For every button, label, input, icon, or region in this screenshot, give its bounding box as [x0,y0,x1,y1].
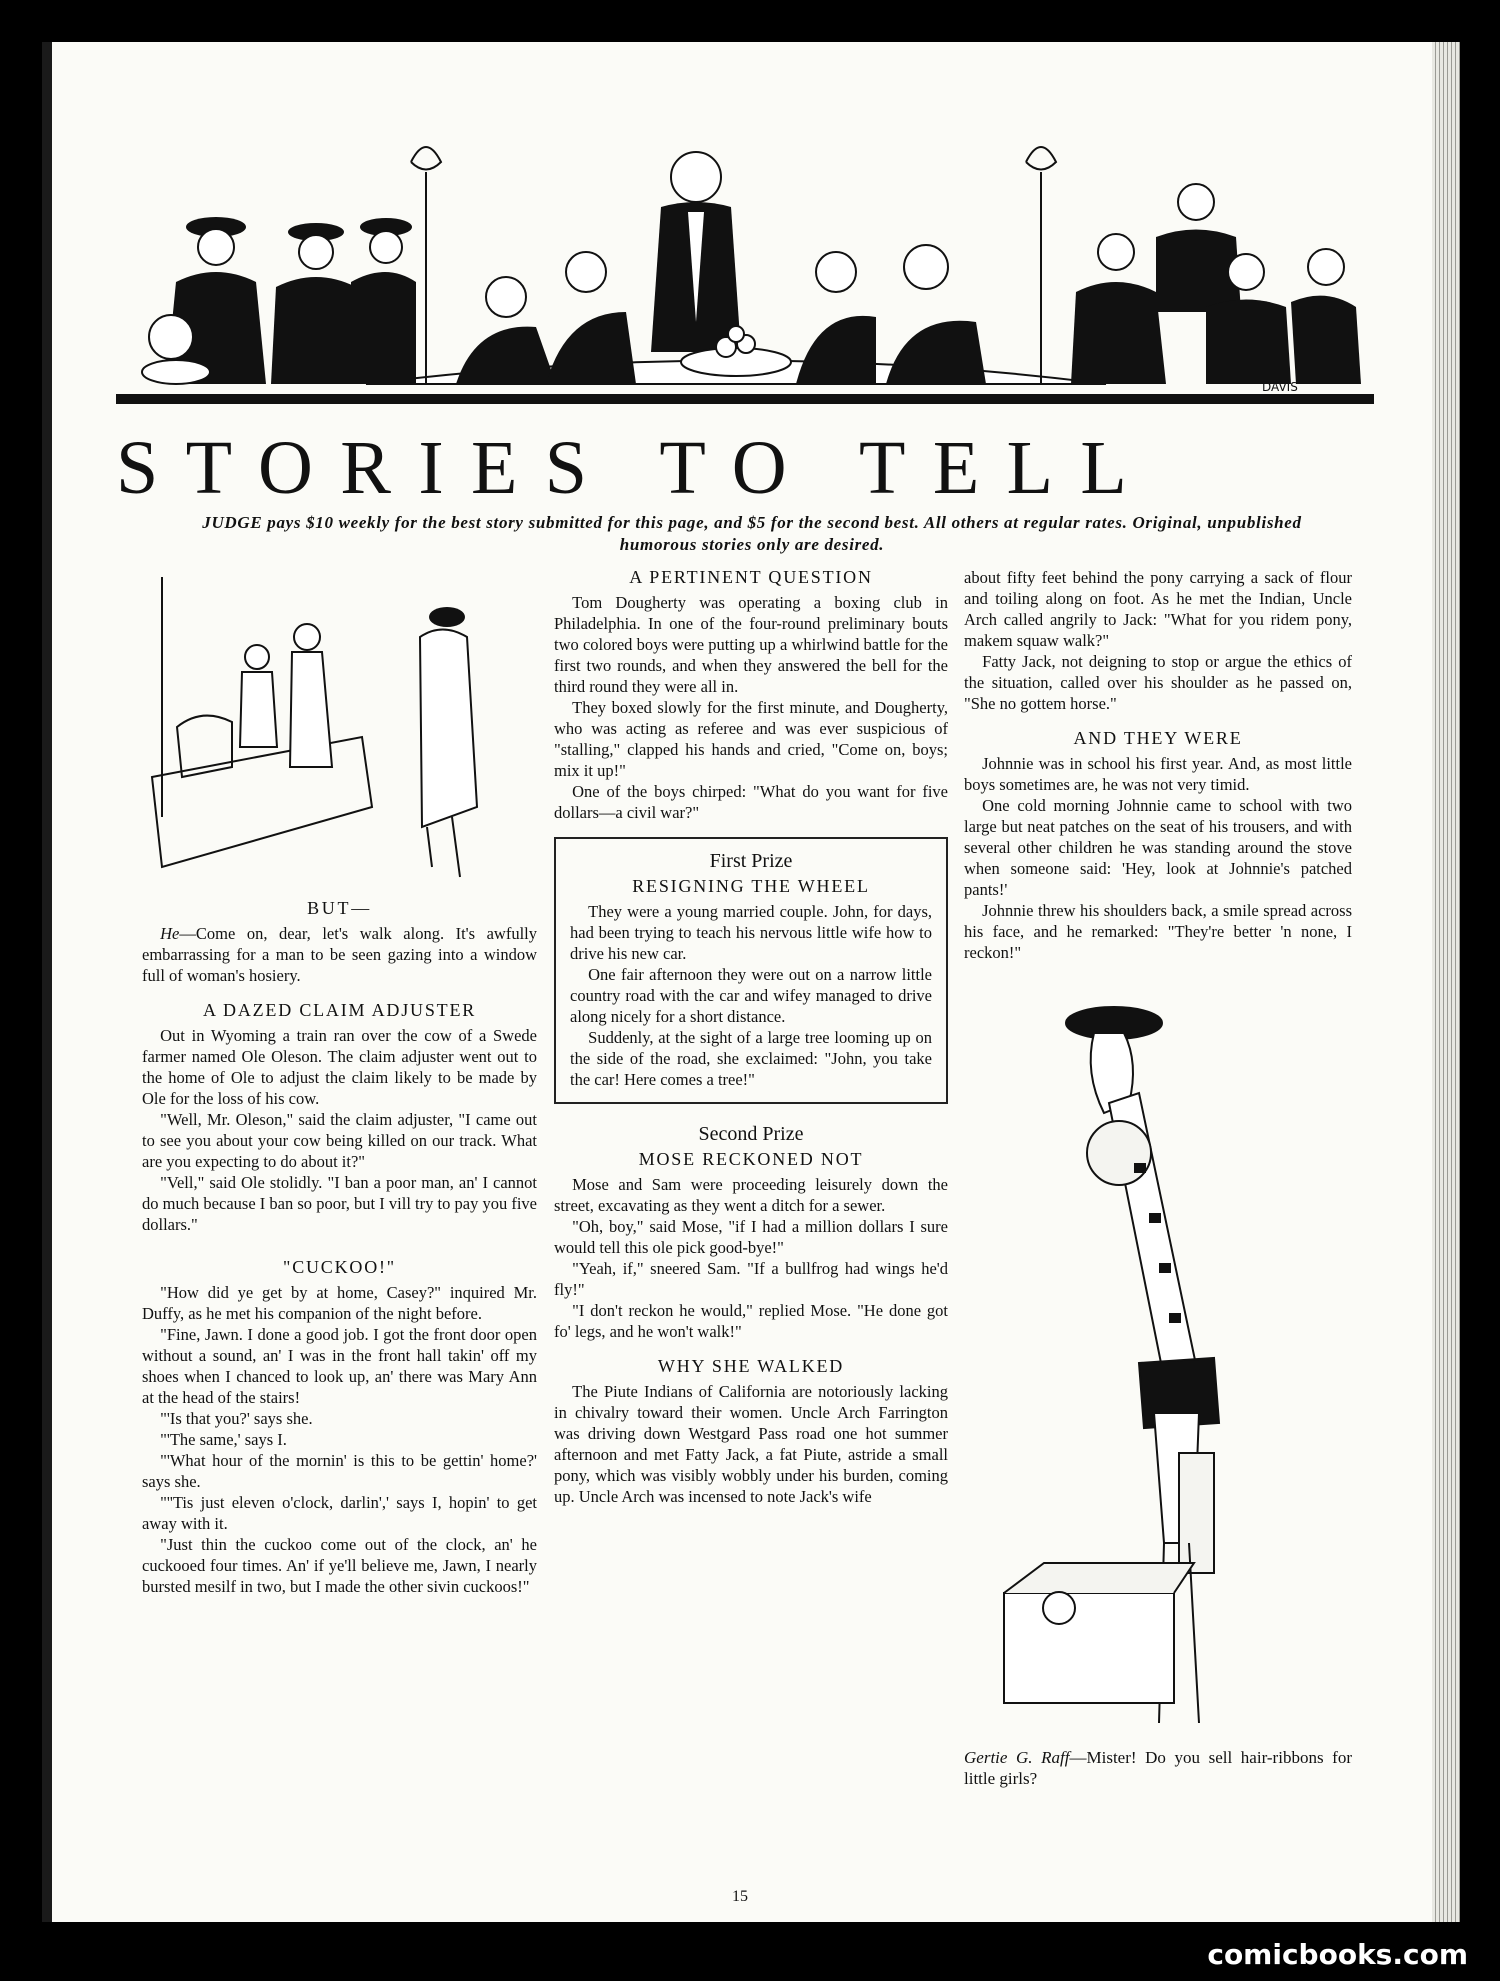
first-prize-paragraph: One fair afternoon they were out on a narrow little country road with the car and wifey managed to drive along nicely for a short distance. [570,965,932,1026]
giraffe-caption: —Mister! Do you sell hair-ribbons for little girls? [964,1748,1352,1788]
walked-continued: about fifty feet behind the pony carrying a sack of flour and toiling along on foot. As he met the Indian, Uncle Arch called angrily to Jack: "What for you ridem pony, makem squaw walk?" [964,568,1352,650]
second-prize-heading: MOSE RECKONED NOT [638,1149,864,1169]
page-number: 15 [732,1888,748,1905]
but-speaker: He [160,924,180,943]
walked-paragraph: Fatty Jack, not deigning to stop or argue the ethics of the situation, called over his shoulder as he passed on, "She no gottem horse." [964,652,1352,713]
column-1 [142,567,537,1597]
giraffe-speaker: Gertie G. Raff [964,1748,1070,1767]
were-paragraph: One cold morning Johnnie came to school with two large but neat patches on the seat of his trousers, and with several other children he was standing around the stove when someone said: 'Hey, look at Johnnie's patched pants!' [964,796,1352,899]
first-prize-paragraph: Suddenly, at the sight of a large tree looming up on the side of the road, she exclaimed: "John, you take the car! Here comes a tree!" [570,1028,932,1089]
hosiery-window-illustration [142,567,537,892]
were-paragraph: Johnnie was in school his first year. And, as most little boys sometimes are, he was not very timid. [964,754,1352,794]
dazed-paragraph: Out in Wyoming a train ran over the cow of a Swede farmer named Ole Oleson. The claim adjuster went out to the home of Ole to adjust the claim likely to be made by Ole for the loss of his cow. [142,1026,537,1108]
walked-heading: WHY SHE WALKED [657,1356,845,1376]
dazed-paragraph: "Vell," said Ole stolidly. "I ban a poor man, an' I cannot do much because I ban so poor, but I vill try to pay you five dollars." [142,1173,537,1234]
second-prize-paragraph: "Oh, boy," said Mose, "if I had a million dollars I sure would tell this ole pick good-bye!" [554,1217,948,1257]
walked-paragraph: The Piute Indians of California are notoriously lacking in chivalry toward their women. Uncle Arch Farrington was driving down Westgard Pass road one hot summer afternoon and met Fatty Jack, a fat Piute, astride a small pony, which was visibly wobbly under his burden, coming up. Uncle Arch was incensed to note Jack's wife [554,1382,948,1506]
second-prize-paragraph: "Yeah, if," sneered Sam. "If a bullfrog had wings he'd fly!" [554,1259,948,1299]
magazine-page [42,42,1460,1922]
cuckoo-paragraph: "Just thin the cuckoo come out of the clock, an' he cuckooed four times. An' if ye'll believe me, Jawn, I nearly bursted mesilf in two, but I made the other sivin cuckoos!" [142,1535,537,1596]
were-paragraph: Johnnie threw his shoulders back, a smile spread across his face, and he remarked: "They're better 'n none, I reckon!" [964,901,1352,962]
cuckoo-paragraph: "'What hour of the mornin' is this to be gettin' home?' says she. [142,1451,537,1491]
but-heading: BUT— [307,898,372,918]
second-prize-paragraph: Mose and Sam were proceeding leisurely down the street, excavating as they went a ditch for a sewer. [554,1175,948,1215]
first-prize-paragraph: They were a young married couple. John, for days, had been trying to teach his nervous little wife how to drive his new car. [570,902,932,963]
page-title: STORIES TO TELL [116,426,1155,510]
site-watermark: comicbooks.com [1207,1938,1468,1971]
pertinent-heading: A PERTINENT QUESTION [629,567,873,587]
cuckoo-heading: "CUCKOO!" [283,1257,396,1277]
cuckoo-paragraph: "How did ye get by at home, Casey?" inquired Mr. Duffy, as he met his companion of the night before. [142,1283,537,1323]
column-2 [554,567,948,1507]
first-prize-heading: RESIGNING THE WHEEL [632,876,870,896]
intro-note [202,512,1302,556]
cuckoo-paragraph: "Fine, Jawn. I done a good job. I got the front door open without a sound, an' I was in the front hall takin' off my shoes when I chanced to look up, an' there was Mary Ann at the head of the stairs! [142,1325,537,1407]
second-prize-label: Second Prize [698,1123,804,1145]
page-spine [42,42,52,1922]
intro-publication: JUDGE [202,513,263,532]
column-3 [964,567,1352,1789]
pertinent-paragraph: Tom Dougherty was operating a boxing club in Philadelphia. In one of the four-round preliminary bouts two colored boys were putting up a whirlwind battle for the first two rounds, and when they answered the bell for the third round they were all in. [554,593,948,696]
intro-text: pays $10 weekly for the best story submitted for this page, and $5 for the second best. All others at regular rates. Original, unpublished humorous stories only are desired. [262,513,1302,554]
first-prize-box [554,837,948,1104]
cuckoo-paragraph: "''Tis just eleven o'clock, darlin',' says I, hopin' to get away with it. [142,1493,537,1533]
dazed-paragraph: "Well, Mr. Oleson," said the claim adjuster, "I came out to see you about your cow being killed on our track. What are you expecting to do about it?" [142,1110,537,1171]
artist-signature: DAVIS [1262,380,1298,394]
but-text: —Come on, dear, let's walk along. It's awfully embarrassing for a man to be seen gazing into a window full of woman's hosiery. [142,924,537,985]
second-prize-paragraph: "I don't reckon he would," replied Mose. "He done got fo' legs, and he won't walk!" [554,1301,948,1341]
first-prize-label: First Prize [709,850,793,872]
dazed-heading: A DAZED CLAIM ADJUSTER [202,1000,477,1020]
giraffe-illustration [964,983,1352,1753]
cuckoo-paragraph: "'Is that you?' says she. [160,1409,313,1428]
page-edge [1432,42,1460,1922]
pertinent-paragraph: They boxed slowly for the first minute, and Dougherty, who was acting as referee and was ever suspicious of "stalling," clapped his hands and cried, "Come on, boys; mix it up!" [554,698,948,780]
cuckoo-paragraph: "'The same,' says I. [160,1430,287,1449]
pertinent-paragraph: One of the boys chirped: "What do you want for five dollars—a civil war?" [554,782,948,822]
were-heading: AND THEY WERE [1073,728,1243,748]
banner-illustration [116,122,1374,412]
